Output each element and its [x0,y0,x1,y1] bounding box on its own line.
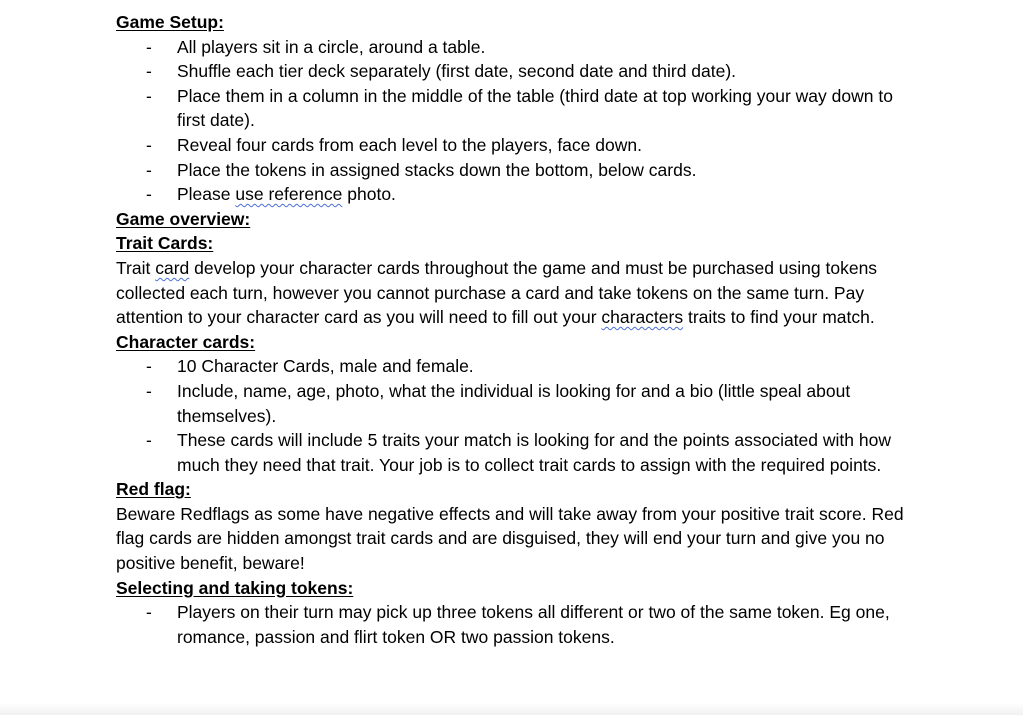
list-item [116,428,916,477]
bullet-dash: - [146,159,152,180]
heading-selecting-tokens: Selecting and taking tokens: [116,577,354,598]
bullet-dash: - [146,85,152,106]
selecting-tokens-list [116,600,916,649]
spellcheck-flagged-text[interactable]: use reference [235,184,343,205]
document-body [116,10,916,649]
list-item [116,59,916,84]
list-item-text: Place them in a column in the middle of the table (third date at top working your way down to first date). [177,85,893,131]
list-item-text: 10 Character Cards, male and female. [177,356,474,377]
heading-trait-cards: Trait Cards: [116,233,214,254]
list-item [116,354,916,379]
bullet-dash: - [146,356,152,377]
bullet-dash: - [146,36,152,57]
heading-game-setup: Game Setup: [116,12,224,32]
paragraph-text: develop your character cards throughout the game and must be purchased using tokens collected each turn, however you cannot purchase a card and take tokens on the same turn. Pay attention to your character card as you will need to fill out your [116,257,878,328]
list-item-text: Place the tokens in assigned stacks down the bottom, below cards. [177,159,697,180]
list-item-text: Shuffle each tier deck separately (first date, second date and third date). [177,61,737,82]
heading-character-cards: Character cards: [116,331,256,352]
bullet-dash: - [146,134,152,155]
list-item-text: Players on their turn may pick up three tokens all different or two of the same token. Eg one, romance, passion and flirt token OR two passion tokens. [177,602,890,647]
list-item-text: Include, name, age, photo, what the individual is looking for and a bio (little speal about themselves). [177,380,851,426]
spellcheck-flagged-text[interactable]: card [155,257,190,278]
heading-red-flag: Red flag: [116,479,191,500]
list-item [116,133,916,158]
bullet-dash: - [146,380,152,401]
list-item-text: photo. [342,184,396,205]
bullet-dash: - [146,602,152,623]
list-item [116,84,916,133]
heading-game-overview: Game overview: [116,208,251,229]
list-item [116,182,916,207]
list-item [116,379,916,428]
paragraph-text: Trait [116,257,156,278]
trait-cards-paragraph [116,256,916,330]
list-item [116,35,916,60]
spellcheck-flagged-text[interactable]: characters [601,307,684,328]
list-item-text: These cards will include 5 traits your match is looking for and the points associated with how much they need that trait. Your job is to collect trait cards to assign with the required points. [177,430,891,475]
bullet-dash: - [146,61,152,82]
bullet-dash: - [146,184,152,205]
list-item-text: Reveal four cards from each level to the players, face down. [177,134,642,155]
game-setup-list [116,35,916,207]
list-item [116,158,916,183]
red-flag-paragraph: Beware Redflags as some have negative effects and will take away from your positive trait score. Red flag cards are hidden amongst trait cards and are disguised, they will end your turn and give you no positive benefit, beware! [116,503,904,574]
list-item [116,600,916,649]
page-bottom-shade [0,703,1023,715]
list-item-text: Please [177,184,236,205]
paragraph-text: traits to find your match. [683,307,875,328]
character-cards-list [116,354,916,477]
bullet-dash: - [146,430,152,451]
list-item-text: All players sit in a circle, around a table. [177,36,486,57]
